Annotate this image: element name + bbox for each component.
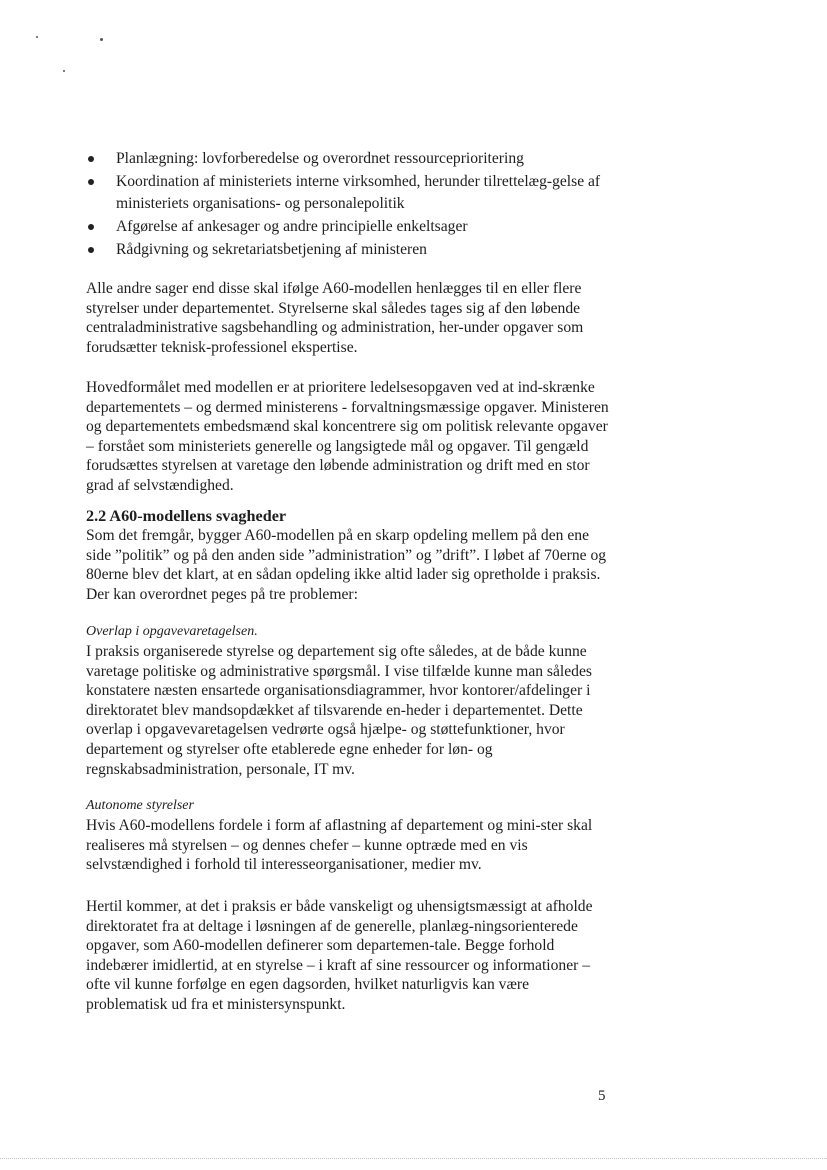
list-item-text: Koordination af ministeriets interne virksomhed, herunder tilrettelæg-gelse af ministeriets organisations- og personalepolitik [116,173,601,212]
paragraph-styrelser: Alle andre sager end disse skal ifølge A60-modellen henlægges til en eller flere styrelser under departementet. Styrelserne skal således tages sig af den løbende centraladministrative sagsbehandling og administration, her-under opgaver som forudsætter teknisk-professionel ekspertise. [86,280,584,356]
scan-edge-line [0,1158,827,1159]
bullet-icon [88,156,94,162]
paragraph-opdeling: Som det fremgår, bygger A60-modellen på en skarp opdeling mellem på den ene side ”politik” og på den anden side ”administration” og ”drift”. I løbet af 70erne og 80erne blev det klart, at en sådan opdeling ikke altid lader sig opretholde i praksis. Der kan overordnet peges på tre problemer: [86,527,607,603]
list-item-text: Planlægning: lovforberedelse og overordnet ressourceprioritering [116,150,524,167]
scan-speck [100,38,103,41]
list-item-text: Afgørelse af ankesager og andre principielle enkeltsager [116,217,468,235]
list-item [86,239,626,261]
paragraph-hertil: Hertil kommer, at det i praksis er både vanskeligt og uhensigtsmæssigt at afholde direktoratet fra at deltage i løsningen af de generelle, planlæg-ningsorienterede opgaver, som A60-modellen definerer som departemen-tale. Begge forhold indebærer imidlertid, at en styrelse – i kraft af sine ressourcer og informationer – ofte vil kunne forfølge en egen dagsorden, hvilket naturligvis kan være problematisk ud fra et ministersynspunkt. [86,898,593,1013]
subheading-overlap: Overlap i opgavevaretagelsen. [86,624,258,639]
bullet-list [86,148,626,262]
list-item [86,216,626,238]
scan-speck [36,36,38,38]
scan-speck [63,70,65,72]
bullet-icon [88,179,94,185]
list-item [86,148,626,170]
bullet-icon [88,247,94,253]
list-item [86,171,626,214]
paragraph-hovedformaal: Hovedformålet med modellen er at prioritere ledelsesopgaven ved at ind-skrænke departementets – og dermed ministerens - forvaltningsmæssige opgaver. Ministeren og departementets embedsmænd skal koncentrere sig om politisk relevante opgaver – forstået som ministeriets generelle og langsigtede mål og opgaver. Til gengæld forudsættes styrelsen at varetage den løbende administration og drift med en stor grad af selvstændighed. [86,379,609,494]
subheading-autonome: Autonome styrelser [86,798,194,813]
section-heading: 2.2 A60-modellens svagheder [86,507,287,525]
bullet-icon [88,224,94,230]
paragraph-overlap: I praksis organiserede styrelse og departement sig ofte således, at de både kunne varetage politiske og administrative spørgsmål. I vise tilfælde kunne man således konstatere næsten ensartede organisationsdiagrammer, hvor kontorer/afdelinger i direktoratet blev mandsopdækket af tilsvarende en-heder i departementet. Dette overlap i opgavevaretagelsen vedrørte også hjælpe- og støttefunktioner, hvor departement og styrelser ofte etablerede egne enheder for løn- og regnskabsadministration, personale, IT mv. [86,643,592,778]
paragraph-autonome: Hvis A60-modellens fordele i form af aflastning af departement og mini-ster skal realiseres må styrelsen – og dennes chefer – kunne optræde med en vis selvstændighed i forhold til interesseorganisationer, medier mv. [86,817,593,874]
page-number: 5 [598,1088,606,1104]
list-item-text: Rådgivning og sekretariatsbetjening af ministeren [116,240,427,258]
